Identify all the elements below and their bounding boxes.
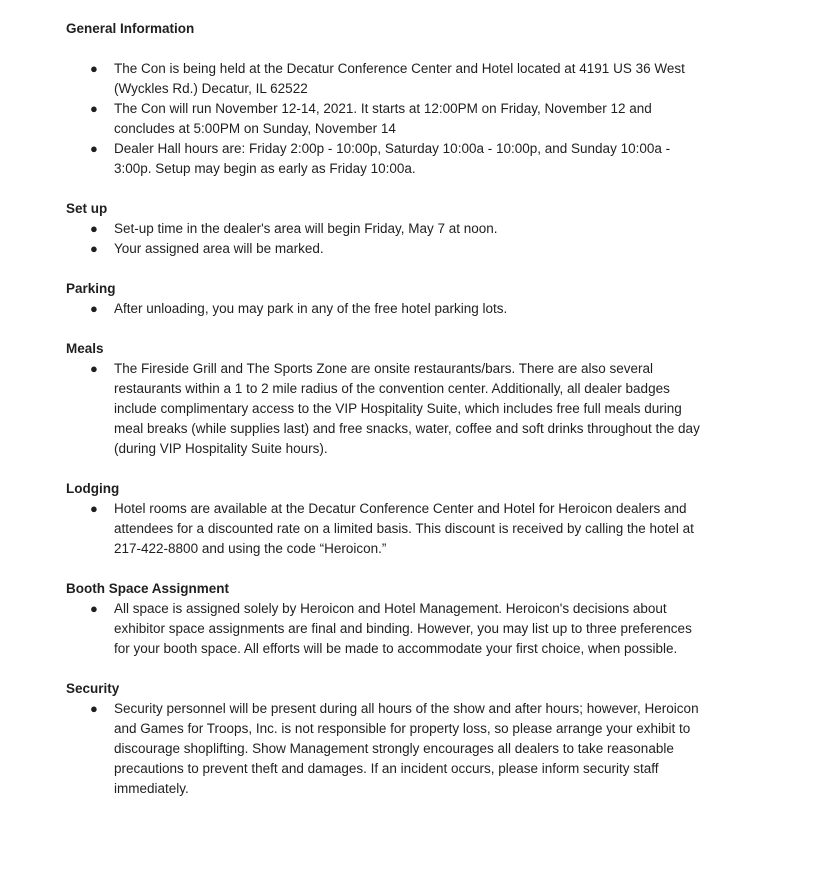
section-set-up — [66, 199, 706, 259]
bullet-list — [66, 599, 706, 659]
bullet-icon: ● — [90, 221, 98, 236]
bullet-icon: ● — [90, 141, 98, 156]
list-item — [66, 499, 706, 559]
list-item-text: The Con will run November 12-14, 2021. It starts at 12:00PM on Friday, November 12 and concludes at 5:00PM on Sunday, November 14 — [114, 101, 652, 136]
list-item-text: The Fireside Grill and The Sports Zone are onsite restaurants/bars. There are also several restaurants within a 1 to 2 mile radius of the convention center. Additionally, all dealer badges include complimentary access to the VIP Hospitality Suite, which includes free full meals during meal breaks (while supplies last) and free snacks, water, coffee and soft drinks throughout the day (during VIP Hospitality Suite hours). — [114, 361, 700, 456]
list-item-text: All space is assigned solely by Heroicon and Hotel Management. Heroicon's decisions about exhibitor space assignments are final and binding. However, you may list up to three preferences for your booth space. All efforts will be made to accommodate your first choice, when possible. — [114, 601, 692, 656]
section-meals — [66, 339, 706, 459]
list-item — [66, 599, 706, 659]
document-page — [66, 19, 706, 799]
bullet-list — [66, 59, 706, 179]
section-heading: Lodging — [66, 481, 120, 496]
list-item — [66, 299, 706, 319]
list-item-text: Hotel rooms are available at the Decatur Conference Center and Hotel for Heroicon dealers and attendees for a discounted rate on a limited basis. This discount is received by calling the hotel at 217-422-8800 and using the code “Heroicon.” — [114, 501, 694, 556]
list-item — [66, 59, 706, 99]
list-item — [66, 139, 706, 179]
list-item-text: Set-up time in the dealer's area will begin Friday, May 7 at noon. — [114, 221, 498, 236]
bullet-icon: ● — [90, 701, 98, 716]
bullet-icon: ● — [90, 301, 98, 316]
bullet-icon: ● — [90, 241, 98, 256]
section-heading: Set up — [66, 201, 108, 216]
list-item — [66, 219, 706, 239]
section-booth-space-assignment — [66, 579, 706, 659]
list-item — [66, 699, 706, 799]
bullet-icon: ● — [90, 501, 98, 516]
bullet-list — [66, 359, 706, 459]
section-security — [66, 679, 706, 799]
bullet-icon: ● — [90, 361, 98, 376]
list-item — [66, 239, 706, 259]
bullet-list — [66, 499, 706, 559]
list-item-text: Your assigned area will be marked. — [114, 241, 324, 256]
list-item-text: The Con is being held at the Decatur Conference Center and Hotel located at 4191 US 36 West (Wyckles Rd.) Decatur, IL 62522 — [114, 61, 685, 96]
bullet-icon: ● — [90, 601, 98, 616]
section-heading: Parking — [66, 281, 116, 296]
list-item-text: After unloading, you may park in any of the free hotel parking lots. — [114, 301, 508, 316]
bullet-icon: ● — [90, 101, 98, 116]
list-item — [66, 99, 706, 139]
list-item-text: Dealer Hall hours are: Friday 2:00p - 10:00p, Saturday 10:00a - 10:00p, and Sunday 10:00a - 3:00p. Setup may begin as early as Friday 10:00a. — [114, 141, 671, 176]
section-heading: General Information — [66, 21, 195, 36]
section-parking — [66, 279, 706, 319]
section-heading: Security — [66, 681, 120, 696]
bullet-icon: ● — [90, 61, 98, 76]
list-item — [66, 359, 706, 459]
section-general-information — [66, 19, 706, 179]
list-item-text: Security personnel will be present during all hours of the show and after hours; however, Heroicon and Games for Troops, Inc. is not responsible for property loss, so please arrange your exhibit to discourage shoplifting. Show Management strongly encourages all dealers to take reasonable precautions to prevent theft and damages. If an incident occurs, please inform security staff immediately. — [114, 701, 699, 796]
bullet-list — [66, 699, 706, 799]
section-heading: Booth Space Assignment — [66, 581, 230, 596]
section-heading: Meals — [66, 341, 104, 356]
bullet-list — [66, 219, 706, 259]
bullet-list — [66, 299, 706, 319]
section-lodging — [66, 479, 706, 559]
